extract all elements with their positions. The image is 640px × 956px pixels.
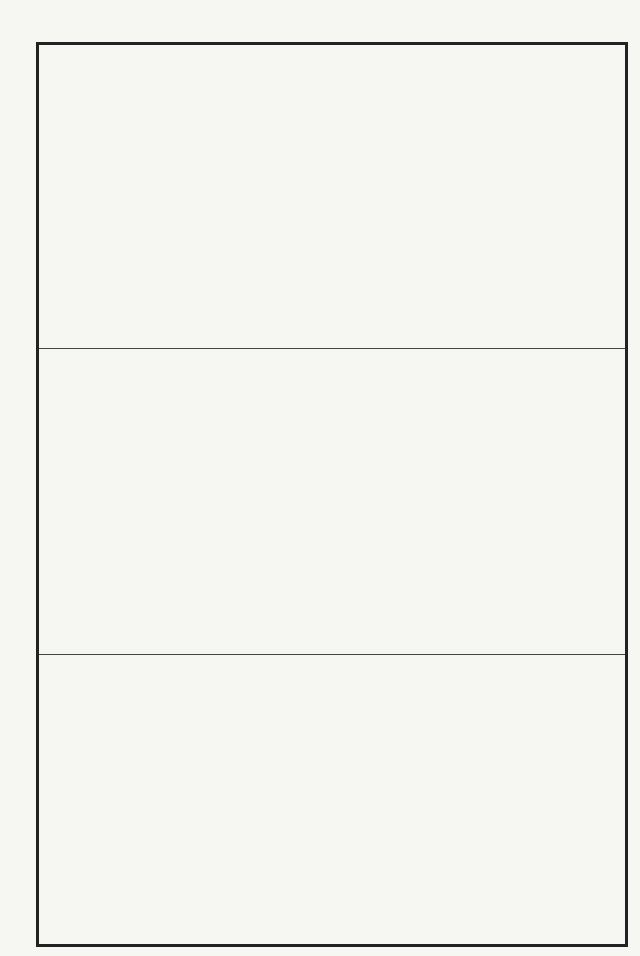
panel-mid-text-left [228, 357, 322, 647]
panel-top-text [82, 53, 586, 341]
panel-bottom [42, 659, 622, 940]
panel-top [42, 49, 622, 345]
panel-divider [39, 654, 625, 655]
panel-mid-text-right [336, 357, 586, 647]
volume-end-title [206, 363, 230, 647]
page-frame [36, 42, 628, 947]
panel-bottom-text [82, 663, 586, 936]
panel-divider [39, 348, 625, 349]
panel-mid [42, 353, 622, 651]
